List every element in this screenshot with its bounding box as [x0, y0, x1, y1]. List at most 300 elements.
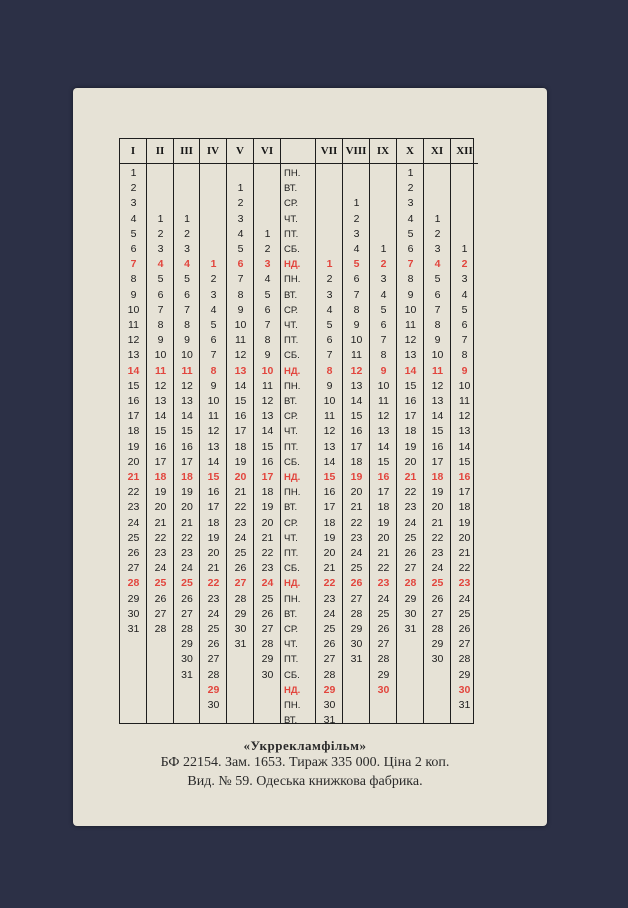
day-cell: 28 [350, 607, 363, 620]
day-cell: 5 [434, 273, 441, 286]
day-cell: 27 [127, 562, 140, 575]
print-info-line: БФ 22154. Зам. 1653. Тираж 335 000. Ціна 2 коп. [160, 755, 450, 770]
day-cell: 15 [404, 379, 417, 392]
day-cell: 12 [377, 410, 390, 423]
day-cell: 28 [154, 623, 167, 635]
weekday-label: СБ. [284, 350, 300, 362]
day-cell: 4 [407, 212, 414, 225]
day-cell: 29 [261, 653, 274, 666]
weekday-column [281, 139, 316, 727]
weekday-label: СР. [284, 624, 299, 635]
day-cell: 6 [407, 243, 414, 255]
day-cell: 29 [458, 668, 471, 681]
day-cell: 9 [461, 364, 468, 377]
day-cell: 5 [237, 243, 244, 255]
day-cell: 13 [181, 395, 193, 407]
day-cell: 31 [181, 668, 193, 681]
day-cell: 3 [434, 243, 441, 255]
month-column-iv [200, 139, 227, 723]
month-header: VII [316, 139, 342, 164]
day-cell: 20 [181, 501, 193, 514]
day-cell: 5 [157, 273, 164, 286]
day-cell: 18 [261, 486, 274, 499]
day-cell: 16 [154, 440, 167, 453]
day-cell: 3 [264, 258, 271, 271]
day-cell: 23 [234, 516, 247, 529]
weekday-label: ПТ. [284, 548, 299, 559]
month-header: II [147, 139, 173, 164]
day-cell: 1 [434, 212, 441, 225]
day-cell: 13 [234, 364, 247, 377]
day-cell: 13 [261, 410, 274, 423]
day-cell: 28 [261, 638, 274, 651]
day-cell: 4 [184, 258, 190, 271]
day-cell: 11 [431, 364, 444, 377]
day-cell: 4 [130, 212, 137, 225]
day-cell: 11 [378, 395, 389, 407]
day-cell: 21 [154, 516, 167, 529]
month-header: IX [370, 139, 396, 164]
day-cell: 1 [184, 212, 190, 225]
day-cell: 20 [458, 531, 471, 544]
day-cell: 1 [407, 167, 414, 179]
day-cell: 6 [130, 243, 137, 255]
day-cell: 11 [262, 379, 273, 392]
month-column-ix [370, 139, 397, 723]
day-cell: 14 [207, 455, 220, 468]
day-cell: 11 [405, 319, 416, 331]
day-cell: 2 [184, 227, 190, 240]
weekday-label: ЧТ. [284, 320, 298, 331]
day-cell: 15 [181, 425, 193, 438]
day-cell: 14 [350, 395, 363, 407]
weekday-label: ЧТ. [284, 426, 298, 438]
month-column-v [227, 139, 254, 723]
day-cell: 10 [207, 395, 220, 407]
day-cell: 17 [404, 410, 417, 423]
day-cell: 5 [407, 227, 414, 240]
day-cell: 26 [181, 592, 193, 605]
day-cell: 8 [326, 364, 333, 377]
day-cell: 29 [377, 668, 390, 681]
month-header: XI [424, 139, 450, 164]
day-cell: 17 [458, 486, 471, 499]
day-cell: 17 [431, 455, 444, 468]
day-cell: 5 [326, 319, 333, 331]
day-cell: 26 [350, 577, 363, 590]
day-cell: 31 [127, 623, 140, 635]
day-cell: 10 [404, 303, 417, 316]
day-cell: 9 [264, 349, 271, 362]
day-cell: 26 [431, 592, 444, 605]
day-cell: 16 [127, 395, 140, 407]
weekday-header-blank [281, 139, 315, 164]
day-cell: 27 [181, 607, 193, 620]
day-cell: 9 [353, 319, 360, 331]
day-cell: 20 [127, 455, 140, 468]
weekday-label: СР. [284, 198, 299, 210]
day-cell: 28 [181, 623, 193, 635]
day-cell: 17 [154, 455, 167, 468]
day-cell: 11 [324, 410, 335, 423]
month-header: I [120, 139, 146, 164]
day-cell: 12 [207, 425, 220, 438]
day-cell: 1 [130, 167, 137, 179]
day-cell: 23 [261, 562, 274, 575]
day-cell: 25 [377, 607, 390, 620]
day-cell: 27 [234, 577, 247, 590]
day-cell: 21 [261, 531, 274, 544]
weekday-label: ПТ. [284, 441, 299, 453]
day-cell: 25 [323, 623, 336, 635]
day-cell: 2 [210, 273, 217, 286]
day-cell: 30 [350, 638, 363, 651]
day-cell: 29 [127, 592, 140, 605]
day-cell: 13 [431, 395, 444, 407]
day-cell: 21 [207, 562, 220, 575]
day-cell: 1 [326, 258, 333, 271]
day-cell: 28 [431, 623, 444, 635]
month-column-ii [147, 139, 174, 723]
day-cell: 4 [210, 303, 217, 316]
day-cell: 22 [234, 501, 247, 514]
day-cell: 5 [264, 288, 271, 301]
weekday-label: ЧТ. [284, 213, 298, 225]
day-cell: 14 [404, 364, 417, 377]
day-cell: 1 [461, 243, 468, 255]
day-cell: 12 [323, 425, 336, 438]
day-cell: 6 [157, 288, 164, 301]
day-cell: 14 [458, 440, 471, 453]
day-cell: 6 [434, 288, 441, 301]
day-cell: 6 [264, 303, 271, 316]
day-cell: 2 [461, 258, 468, 271]
day-cell: 23 [181, 547, 193, 559]
day-cell: 25 [458, 607, 471, 620]
day-cell: 7 [434, 303, 441, 316]
month-header: X [397, 139, 423, 164]
day-cell: 27 [323, 653, 336, 666]
day-cell: 10 [377, 379, 390, 392]
day-cell: 22 [431, 531, 444, 544]
day-cell: 18 [377, 501, 390, 514]
day-cell: 24 [127, 516, 140, 529]
day-cell: 19 [181, 486, 193, 499]
day-cell: 3 [407, 197, 414, 210]
day-cell: 31 [458, 699, 471, 711]
day-cell: 10 [323, 395, 336, 407]
day-cell: 2 [157, 227, 164, 240]
weekday-label: ВТ. [284, 289, 298, 301]
day-cell: 7 [353, 288, 360, 301]
month-column-iii [174, 139, 200, 723]
day-cell: 20 [261, 516, 274, 529]
day-cell: 9 [326, 379, 333, 392]
calendar-grid [119, 138, 474, 727]
day-cell: 25 [261, 592, 274, 605]
day-cell: 27 [154, 607, 167, 620]
day-cell: 29 [181, 638, 193, 651]
day-cell: 9 [380, 364, 387, 377]
day-cell: 20 [207, 547, 220, 559]
day-cell: 8 [407, 273, 414, 286]
day-cell: 4 [237, 227, 244, 240]
day-cell: 8 [210, 364, 217, 377]
day-cell: 27 [431, 607, 444, 620]
day-cell: 5 [353, 258, 360, 271]
day-cell: 16 [377, 471, 390, 483]
publisher-name: «Укррекламфільм» [243, 738, 367, 753]
day-cell: 16 [404, 395, 417, 407]
day-cell: 2 [326, 273, 333, 286]
day-cell: 7 [184, 303, 190, 316]
day-cell: 25 [154, 577, 167, 590]
day-cell: 30 [458, 683, 471, 696]
day-cell: 14 [323, 455, 336, 468]
weekday-label: ПН. [284, 487, 301, 499]
day-cell: 30 [431, 653, 444, 666]
day-cell: 12 [181, 379, 193, 392]
day-cell: 9 [157, 334, 164, 347]
day-cell: 16 [323, 486, 336, 499]
day-cell: 19 [207, 531, 220, 544]
day-cell: 11 [235, 334, 246, 347]
day-cell: 29 [323, 683, 336, 696]
day-cell: 10 [234, 319, 247, 331]
day-cell: 6 [353, 273, 360, 286]
day-cell: 11 [459, 395, 470, 407]
weekday-label: НД. [284, 684, 301, 696]
day-cell: 15 [458, 455, 471, 468]
month-header: IV [200, 139, 226, 164]
day-cell: 23 [431, 547, 444, 559]
weekday-label: ВТ. [284, 502, 298, 514]
day-cell: 18 [234, 440, 247, 453]
day-cell: 3 [184, 243, 190, 255]
day-cell: 17 [207, 501, 220, 514]
day-cell: 19 [261, 501, 274, 514]
day-cell: 20 [377, 531, 390, 544]
day-cell: 22 [377, 562, 390, 575]
day-cell: 31 [323, 714, 336, 727]
day-cell: 19 [458, 516, 471, 529]
day-cell: 28 [404, 577, 417, 590]
weekday-label: ПН. [284, 274, 301, 286]
day-cell: 25 [350, 562, 363, 575]
weekday-label: ПТ. [284, 335, 299, 347]
day-cell: 27 [458, 638, 471, 651]
day-cell: 12 [404, 334, 417, 347]
day-cell: 11 [181, 364, 193, 377]
day-cell: 4 [461, 288, 468, 301]
weekday-label: ВТ. [284, 183, 298, 195]
weekday-label: ПН. [284, 168, 301, 179]
day-cell: 31 [350, 653, 363, 666]
day-cell: 17 [181, 455, 193, 468]
day-cell: 7 [210, 349, 217, 362]
day-cell: 5 [380, 303, 387, 316]
day-cell: 30 [404, 607, 417, 620]
day-cell: 6 [237, 258, 244, 271]
day-cell: 10 [350, 334, 363, 347]
day-cell: 7 [264, 319, 271, 331]
day-cell: 12 [234, 349, 247, 362]
day-cell: 30 [261, 668, 274, 681]
day-cell: 28 [458, 653, 471, 666]
day-cell: 1 [237, 182, 244, 195]
day-cell: 25 [181, 577, 193, 590]
day-cell: 4 [380, 288, 387, 301]
weekday-label: СР. [284, 304, 299, 316]
day-cell: 9 [210, 379, 217, 392]
day-cell: 27 [350, 592, 363, 605]
day-cell: 24 [154, 562, 167, 575]
day-cell: 8 [353, 303, 360, 316]
day-cell: 22 [323, 577, 336, 590]
month-column-vi [254, 139, 281, 723]
day-cell: 8 [157, 319, 164, 331]
day-cell: 14 [377, 440, 390, 453]
weekday-label: ВТ. [284, 608, 298, 620]
day-cell: 17 [377, 486, 390, 499]
weekday-label: ВТ. [284, 715, 298, 727]
day-cell: 3 [130, 197, 137, 210]
weekday-label: ПТ. [284, 654, 299, 666]
day-cell: 2 [434, 227, 441, 240]
day-cell: 21 [404, 471, 417, 483]
weekday-label: ВТ. [284, 396, 298, 407]
day-cell: 6 [461, 319, 468, 331]
day-cell: 9 [407, 288, 414, 301]
day-cell: 6 [326, 334, 333, 347]
day-cell: 21 [127, 471, 140, 483]
day-cell: 27 [404, 562, 417, 575]
day-cell: 25 [127, 531, 140, 544]
weekday-label: ЧТ. [284, 532, 298, 544]
day-cell: 19 [431, 486, 444, 499]
day-cell: 12 [458, 410, 471, 423]
day-cell: 15 [261, 440, 274, 453]
day-cell: 25 [404, 531, 417, 544]
day-cell: 7 [237, 273, 244, 286]
day-cell: 19 [154, 486, 167, 499]
day-cell: 20 [431, 501, 444, 514]
day-cell: 4 [353, 243, 360, 255]
day-cell: 18 [404, 425, 417, 438]
day-cell: 13 [207, 440, 220, 453]
day-cell: 19 [404, 440, 417, 453]
weekday-label: ПН. [284, 380, 301, 392]
day-cell: 15 [154, 425, 167, 438]
day-cell: 7 [380, 334, 387, 347]
day-cell: 26 [377, 623, 390, 635]
day-cell: 30 [181, 653, 193, 666]
day-cell: 21 [181, 516, 193, 529]
weekday-label: НД. [284, 365, 301, 377]
day-cell: 21 [350, 501, 363, 514]
day-cell: 19 [350, 471, 363, 483]
day-cell: 22 [261, 547, 274, 559]
day-cell: 1 [353, 197, 360, 210]
day-cell: 27 [207, 653, 220, 666]
weekday-label: СБ. [284, 669, 300, 681]
day-cell: 26 [404, 547, 417, 559]
day-cell: 31 [234, 638, 247, 651]
day-cell: 28 [127, 577, 140, 590]
day-cell: 22 [127, 486, 140, 499]
day-cell: 11 [128, 319, 139, 331]
day-cell: 19 [377, 516, 390, 529]
day-cell: 7 [407, 258, 414, 271]
day-cell: 22 [207, 577, 220, 590]
day-cell: 9 [434, 334, 441, 347]
month-column-xi [424, 139, 451, 723]
day-cell: 14 [127, 364, 140, 377]
day-cell: 6 [184, 288, 190, 301]
day-cell: 2 [237, 197, 244, 210]
print-info-line-2: Вид. № 59. Одеська книжкова фабрика. [187, 774, 423, 789]
day-cell: 16 [207, 486, 220, 499]
day-cell: 1 [264, 227, 271, 240]
weekday-label: ПН. [284, 700, 301, 711]
day-cell: 5 [461, 303, 468, 316]
day-cell: 21 [431, 516, 444, 529]
day-cell: 11 [351, 349, 362, 362]
day-cell: 10 [154, 349, 167, 362]
day-cell: 26 [323, 638, 336, 651]
day-cell: 2 [264, 243, 271, 255]
day-cell: 23 [350, 531, 363, 544]
weekday-label: НД. [284, 578, 301, 590]
day-cell: 11 [208, 410, 219, 423]
weekday-label: ЧТ. [284, 639, 298, 651]
day-cell: 29 [350, 623, 363, 635]
day-cell: 4 [434, 258, 441, 271]
day-cell: 18 [431, 471, 444, 483]
day-cell: 6 [210, 334, 217, 347]
day-cell: 8 [461, 349, 468, 362]
day-cell: 17 [127, 410, 140, 423]
day-cell: 8 [434, 319, 441, 331]
day-cell: 26 [154, 592, 167, 605]
day-cell: 27 [261, 623, 274, 635]
day-cell: 14 [181, 410, 193, 423]
day-cell: 20 [404, 455, 417, 468]
day-cell: 10 [261, 364, 274, 377]
day-cell: 18 [350, 455, 363, 468]
day-cell: 2 [353, 212, 360, 225]
day-cell: 23 [323, 592, 336, 605]
day-cell: 4 [264, 273, 271, 286]
day-cell: 12 [350, 364, 363, 377]
day-cell: 3 [157, 243, 164, 255]
day-cell: 23 [154, 547, 167, 559]
day-cell: 25 [234, 547, 247, 559]
day-cell: 15 [127, 379, 140, 392]
day-cell: 15 [234, 395, 247, 407]
day-cell: 21 [234, 486, 247, 499]
day-cell: 28 [234, 592, 247, 605]
day-cell: 16 [431, 440, 444, 453]
weekday-label: СБ. [284, 456, 300, 468]
month-column-i [120, 139, 147, 723]
day-cell: 18 [181, 471, 193, 483]
day-cell: 19 [234, 455, 247, 468]
day-cell: 30 [234, 623, 247, 635]
day-cell: 30 [323, 699, 336, 711]
day-cell: 24 [431, 562, 444, 575]
day-cell: 4 [326, 303, 333, 316]
